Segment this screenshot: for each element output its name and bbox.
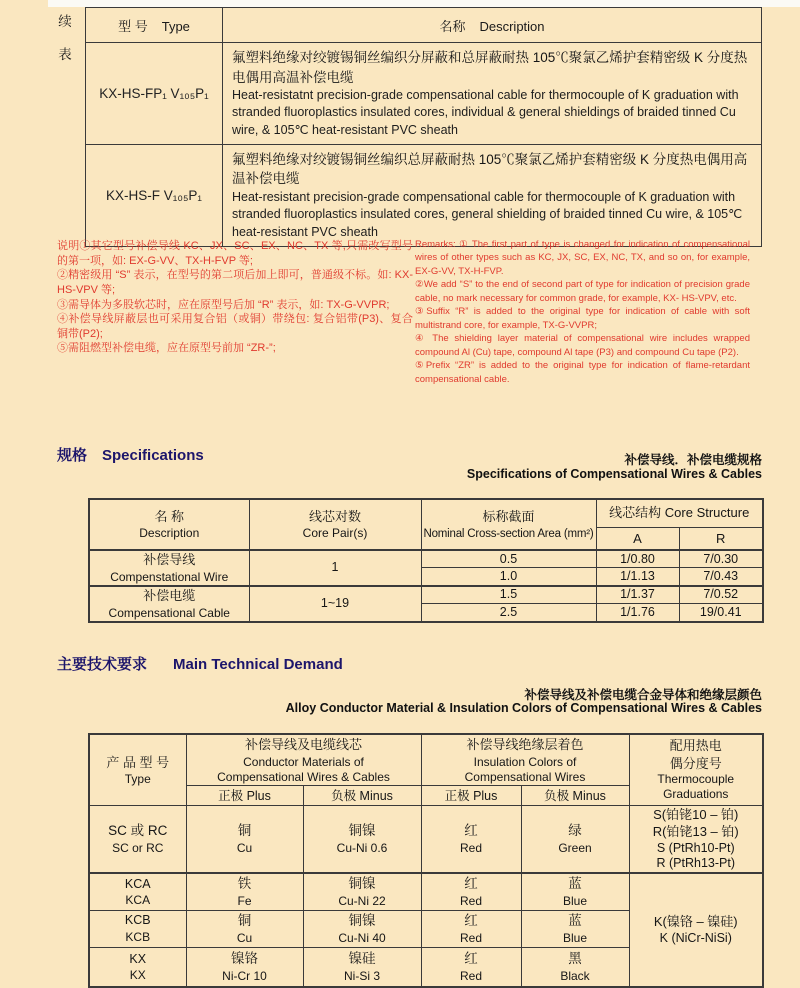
type-zh: SC 或 RC — [108, 822, 168, 838]
type-zh: KCB — [124, 913, 151, 928]
plus-header: 正极 Plus — [421, 785, 521, 805]
header-zh: 偶分度号 — [669, 755, 722, 771]
color-zh: 红 — [464, 822, 478, 838]
structure-a-cell: 1/1.76 — [596, 604, 679, 622]
model-cell: KX-HS-FP₁ V₁₀₅P₁ — [86, 43, 223, 145]
spec-header-core-pairs — [249, 499, 421, 550]
remarks-english — [415, 238, 750, 386]
spec-name-wire — [89, 550, 249, 586]
alloy-insulation-table — [88, 733, 764, 988]
remark-item: ⑤需阻燃型补偿电缆，应在原型号前加 “ZR-”; — [57, 342, 276, 355]
remark-item: ④ The shielding layer material of compensational wire includes wrapped compound Al (Cu) tape, compound Al tape (P3) and compound Cu tape (P2). — [415, 333, 750, 358]
material-zh: 铜镍 — [348, 822, 376, 838]
structure-r-cell: 19/0.41 — [679, 604, 763, 622]
continued-char-1: 续 — [58, 14, 72, 29]
minus-header: 负极 Minus — [303, 785, 421, 805]
type-description-table — [85, 7, 762, 247]
header-en: Nominal Cross-section Area (mm²) — [423, 527, 594, 540]
header-en: Compensational Wires — [464, 769, 586, 784]
area-cell: 2.5 — [421, 604, 596, 622]
material-zh: 铜 — [237, 822, 252, 838]
graduation-line: S (PtRh10-Pt) — [656, 840, 735, 855]
spec-header-r: R — [679, 527, 763, 550]
material-en: Fe — [237, 894, 252, 909]
conductor-plus-cell — [186, 947, 303, 987]
description-header-en: Description — [479, 18, 545, 34]
color-zh: 蓝 — [568, 912, 582, 928]
header-en: Insulation Colors of — [473, 754, 577, 769]
material-en: Cu-Ni 0.6 — [336, 841, 388, 855]
spec-caption-zh: 补偿导线．补偿电缆规格 — [624, 453, 762, 467]
insulation-minus-cell — [521, 805, 629, 873]
header-en: Graduations — [663, 787, 729, 802]
thermocouple-graduation-cell — [629, 873, 763, 987]
remark-item: Remarks: ① The first part of type is changed for indication of compensational wires of other types such as KC, JX, SC, EX, NC, TX, and so on, for example, EX-G-VV, TX-H-FVP. — [415, 239, 750, 277]
name-en: Compenstational Wire — [110, 569, 229, 584]
insulation-plus-cell — [421, 947, 521, 987]
header-en: Core Pair(s) — [302, 526, 368, 541]
material-zh: 铜 — [237, 912, 252, 928]
remark-item: ②精密级用 “S” 表示，在型号的第二项后加上即可，普通级不标。如: KX-HS-VPV 等; — [57, 269, 413, 296]
header-zh: 产 品 型 号 — [106, 754, 170, 770]
area-cell: 0.5 — [421, 550, 596, 568]
minus-header: 负极 Minus — [521, 785, 629, 805]
continued-char-2: 表 — [58, 47, 72, 62]
material-en: Cu-Ni 22 — [338, 894, 386, 909]
demand-header-insulation-group — [421, 734, 629, 785]
table-row — [89, 805, 763, 873]
material-zh: 镍硅 — [348, 950, 376, 966]
header-en: Type — [124, 772, 151, 786]
spec-pairs-cable: 1~19 — [249, 586, 421, 622]
spec-name-cable — [89, 586, 249, 622]
header-zh: 补偿导线绝缘层着色 — [466, 737, 584, 752]
header-en: Compensational Wires & Cables — [217, 769, 390, 784]
demand-header-type — [89, 734, 186, 805]
table-row — [86, 43, 762, 145]
remark-item: ⑤Prefix “ZR” is added to the original type for indication of flame-retardant compensational cable. — [415, 360, 750, 385]
material-zh: 镍铬 — [231, 950, 258, 966]
remarks-chinese — [57, 239, 413, 356]
area-cell: 1.0 — [421, 568, 596, 586]
product-type-cell — [89, 873, 186, 910]
name-zh: 补偿电缆 — [143, 587, 196, 603]
type-en: KCB — [125, 930, 151, 945]
graduation-line: K (NiCr-NiSi) — [659, 930, 732, 945]
page-edge-strip — [48, 0, 800, 7]
conductor-plus-cell — [186, 910, 303, 947]
product-type-cell — [89, 947, 186, 987]
color-zh: 蓝 — [568, 875, 582, 891]
table-row — [86, 144, 762, 246]
type-header-en: Type — [161, 18, 190, 34]
spec-caption-en: Specifications of Compensational Wires & Cables — [466, 467, 762, 481]
description-en: Heat-resistatnt precision-grade compensational cable for thermocouple of K graduation with stranded fluoroplastics insulated cores, individual & general shieldings of braided tinned Cu wire, & 105℃ heat-resistant PVC sheath — [232, 88, 739, 137]
conductor-minus-cell — [303, 805, 421, 873]
header-en: Conductor Materials of — [243, 754, 364, 769]
material-en: Cu — [236, 841, 253, 855]
spec-header-nominal-area — [421, 499, 596, 550]
graduation-line: K(镍铬 – 镍硅) — [653, 914, 738, 930]
color-zh: 黑 — [568, 950, 582, 966]
insulation-plus-cell — [421, 873, 521, 910]
continued-table-label — [57, 10, 73, 76]
color-en: Green — [558, 841, 592, 855]
header-en: Description — [139, 526, 200, 541]
color-en: Red — [459, 930, 482, 945]
type-zh: KX — [129, 951, 147, 966]
insulation-minus-cell — [521, 910, 629, 947]
spec-header-core-structure — [596, 499, 763, 527]
description-column-header — [223, 8, 762, 43]
type-en: KCA — [125, 893, 151, 908]
structure-r-cell: 7/0.52 — [679, 586, 763, 604]
structure-a-cell: 1/0.80 — [596, 550, 679, 568]
color-en: Blue — [562, 930, 588, 945]
insulation-plus-cell — [421, 805, 521, 873]
header-zh-en: 线芯结构 Core Structure — [609, 504, 750, 520]
insulation-minus-cell — [521, 873, 629, 910]
specifications-heading — [57, 444, 204, 465]
color-en: Red — [459, 894, 482, 909]
table-row — [89, 550, 763, 568]
header-zh: 线芯对数 — [308, 508, 361, 524]
specifications-heading-zh: 规格 — [57, 447, 88, 464]
header-zh: 配用热电 — [669, 738, 722, 754]
model-cell: KX-HS-F V₁₀₅P₁ — [86, 144, 223, 246]
description-header-zh: 名称 — [439, 18, 466, 34]
demand-header-conductor-group — [186, 734, 421, 785]
spec-pairs-wire: 1 — [249, 550, 421, 586]
color-en: Black — [560, 969, 590, 984]
insulation-plus-cell — [421, 910, 521, 947]
type-table-header-row — [86, 8, 762, 43]
spec-header-description — [89, 499, 249, 550]
table-row — [89, 586, 763, 604]
material-en: Cu-Ni 40 — [338, 930, 386, 945]
remark-item: ③Suffix “R” is added to the original type for indication of cable with soft multistrand core, for example, TX-G-VVPR; — [415, 306, 750, 331]
type-en: KX — [129, 968, 146, 983]
demand-caption-zh: 补偿导线及补偿电缆合金导体和绝缘层颜色 — [524, 688, 762, 702]
material-zh: 铜镍 — [348, 912, 376, 928]
type-en: SC or RC — [112, 841, 164, 855]
header-zh: 名 称 — [154, 508, 185, 524]
conductor-plus-cell — [186, 873, 303, 910]
graduation-line: S(铂铑10 – 铂) — [653, 806, 739, 822]
type-zh: KCA — [124, 876, 151, 891]
description-en: Heat-resistant precision-grade compensational cable for thermocouple of K graduation with stranded fluoroplastics insulated cores, general shielding of braided tinned Cu wire, & 105℃ heat-resistant PVC sheath — [232, 190, 743, 239]
color-en: Blue — [562, 894, 588, 909]
header-zh: 补偿导线及电缆线芯 — [244, 737, 362, 752]
thermocouple-graduation-cell — [629, 805, 763, 873]
description-zh: 氟塑料绝缘对绞镀锡铜丝编织总屏蔽耐热 105℃聚氯乙烯护套精密级 K 分度热电偶用高温补偿电缆 — [232, 151, 748, 187]
header-zh: 标称截面 — [482, 508, 535, 524]
description-zh: 氟塑料绝缘对绞镀锡铜丝编织分屏蔽和总屏蔽耐热 105℃聚氯乙烯护套精密级 K 分度热电偶用高温补偿电缆 — [232, 50, 748, 85]
color-zh: 红 — [464, 875, 478, 891]
structure-r-cell: 7/0.30 — [679, 550, 763, 568]
technical-demand-heading-en: Main Technical Demand — [173, 656, 343, 673]
remark-item: ④补偿导线屏蔽层也可采用复合铝（或铜）带绕包: 复合铝带(P3)、复合铜带(P2); — [57, 313, 413, 340]
color-zh: 绿 — [568, 822, 582, 838]
description-cell — [223, 144, 762, 246]
remark-item: 说明①其它型号补偿导线 KC、JX、SC、EX、NC、TX 等,只需改写型号的第一项，如: EX-G-VV、TX-H-FVP 等; — [57, 240, 413, 267]
color-zh: 红 — [464, 950, 478, 966]
structure-r-cell: 7/0.43 — [679, 568, 763, 586]
conductor-minus-cell — [303, 947, 421, 987]
material-zh: 铁 — [237, 875, 252, 891]
remark-item: ③需导体为多股软芯时，应在原型号后加 “R” 表示，如: TX-G-VVPR; — [57, 298, 390, 311]
conductor-minus-cell — [303, 873, 421, 910]
type-column-header — [86, 8, 223, 43]
material-en: Ni-Si 3 — [343, 969, 380, 984]
demand-header-thermocouple — [629, 734, 763, 805]
graduation-line: R (PtRh13-Pt) — [656, 856, 735, 871]
material-zh: 铜镍 — [348, 875, 376, 891]
area-cell: 1.5 — [421, 586, 596, 604]
description-cell — [223, 43, 762, 145]
technical-demand-heading — [57, 653, 343, 674]
graduation-line: R(铂铑13 – 铂) — [652, 824, 739, 840]
remark-item: ②We add “S” to the end of second part of type for indication of precision grade cable, no mark necessary for common grade, for example, KX- HS-VPV, etc. — [415, 279, 750, 304]
plus-header: 正极 Plus — [186, 785, 303, 805]
demand-header-row — [89, 734, 763, 785]
color-en: Red — [459, 841, 482, 855]
insulation-minus-cell — [521, 947, 629, 987]
table-row — [89, 873, 763, 910]
product-type-cell — [89, 910, 186, 947]
product-type-cell — [89, 805, 186, 873]
color-en: Red — [459, 969, 482, 984]
spec-header-row — [89, 499, 763, 527]
name-en: Compensational Cable — [108, 605, 230, 620]
name-zh: 补偿导线 — [143, 552, 196, 567]
technical-demand-heading-zh: 主要技术要求 — [57, 656, 148, 673]
material-en: Ni-Cr 10 — [222, 969, 267, 984]
material-en: Cu — [236, 930, 253, 945]
type-header-zh: 型 号 — [118, 18, 148, 34]
structure-a-cell: 1/1.37 — [596, 586, 679, 604]
demand-caption-en: Alloy Conductor Material & Insulation Colors of Compensational Wires & Cables — [285, 701, 762, 715]
conductor-plus-cell — [186, 805, 303, 873]
specifications-table — [88, 498, 764, 623]
header-en: Thermocouple — [657, 772, 735, 787]
specifications-heading-en: Specifications — [102, 447, 204, 464]
conductor-minus-cell — [303, 910, 421, 947]
spec-header-a: A — [596, 527, 679, 550]
color-zh: 红 — [464, 912, 478, 928]
structure-a-cell: 1/1.13 — [596, 568, 679, 586]
